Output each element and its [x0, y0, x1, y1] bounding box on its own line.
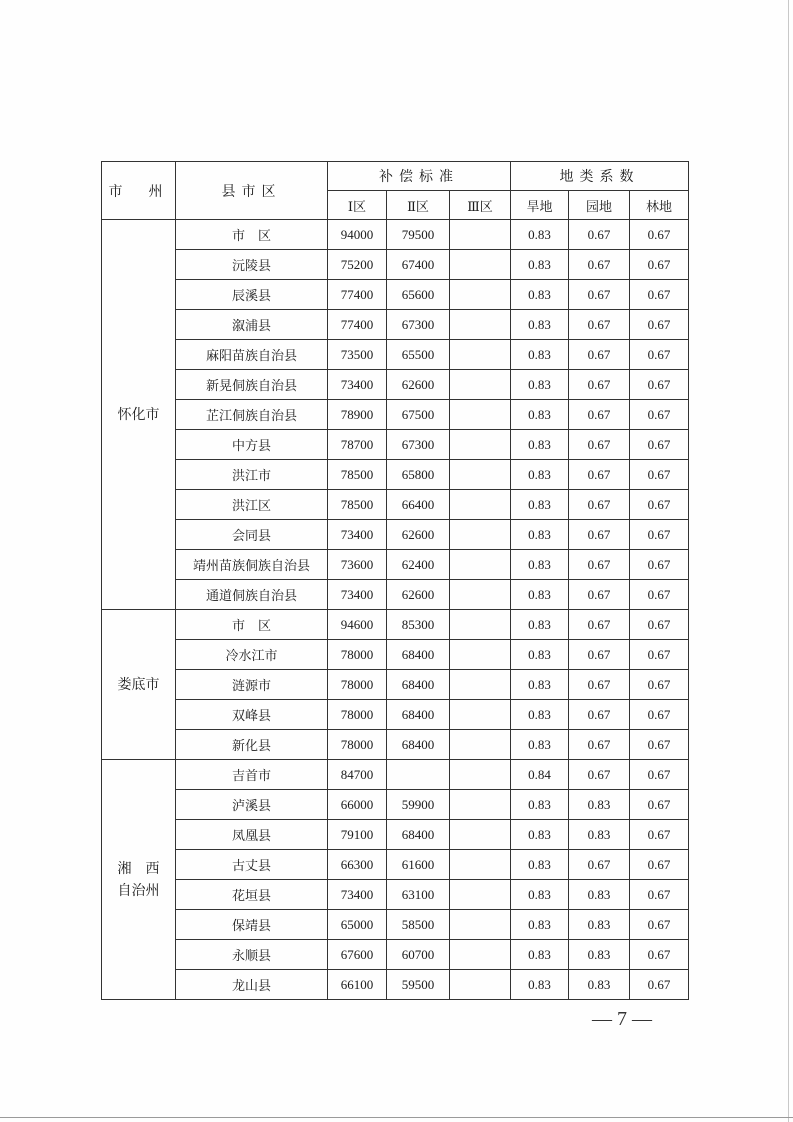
header-county: 县市区: [176, 162, 328, 220]
forest-coef-cell: 0.67: [630, 280, 689, 310]
zone-1-cell: 78500: [328, 460, 387, 490]
zone-3-cell: [450, 550, 511, 580]
page-number: — 7 —: [592, 1008, 652, 1030]
zone-1-cell: 78000: [328, 670, 387, 700]
county-cell: 会同县: [176, 520, 328, 550]
table-row: [102, 700, 689, 730]
garden-coef-cell: 0.67: [569, 490, 630, 520]
zone-1-cell: 73400: [328, 880, 387, 910]
dry-coef-cell: 0.83: [511, 310, 569, 340]
forest-coef-cell: 0.67: [630, 460, 689, 490]
county-cell: 中方县: [176, 430, 328, 460]
zone-2-cell: 59900: [387, 790, 450, 820]
garden-coef-cell: 0.83: [569, 820, 630, 850]
dry-coef-cell: 0.83: [511, 670, 569, 700]
table-row: [102, 310, 689, 340]
zone-1-cell: 84700: [328, 760, 387, 790]
dry-coef-cell: 0.83: [511, 940, 569, 970]
garden-coef-cell: 0.67: [569, 640, 630, 670]
garden-coef-cell: 0.67: [569, 310, 630, 340]
zone-3-cell: [450, 490, 511, 520]
garden-coef-cell: 0.83: [569, 790, 630, 820]
county-cell: 靖州苗族侗族自治县: [176, 550, 328, 580]
county-cell: 花垣县: [176, 880, 328, 910]
page-edge-right: [788, 0, 789, 1122]
dry-coef-cell: 0.83: [511, 250, 569, 280]
forest-coef-cell: 0.67: [630, 850, 689, 880]
table-row: [102, 370, 689, 400]
zone-3-cell: [450, 820, 511, 850]
county-cell: 市 区: [176, 610, 328, 640]
zone-2-cell: 61600: [387, 850, 450, 880]
forest-coef-cell: 0.67: [630, 310, 689, 340]
zone-3-cell: [450, 850, 511, 880]
dry-coef-cell: 0.83: [511, 490, 569, 520]
table-row: [102, 880, 689, 910]
zone-2-cell: 79500: [387, 220, 450, 250]
city-cell: 娄底市: [102, 610, 176, 760]
header-garden-land: 园地: [569, 191, 630, 220]
zone-3-cell: [450, 400, 511, 430]
zone-1-cell: 94000: [328, 220, 387, 250]
county-cell: 新晃侗族自治县: [176, 370, 328, 400]
garden-coef-cell: 0.67: [569, 580, 630, 610]
zone-1-cell: 66000: [328, 790, 387, 820]
garden-coef-cell: 0.83: [569, 940, 630, 970]
dry-coef-cell: 0.83: [511, 340, 569, 370]
zone-2-cell: 68400: [387, 670, 450, 700]
dry-coef-cell: 0.83: [511, 700, 569, 730]
dry-coef-cell: 0.83: [511, 430, 569, 460]
dry-coef-cell: 0.83: [511, 460, 569, 490]
zone-1-cell: 73400: [328, 580, 387, 610]
garden-coef-cell: 0.67: [569, 280, 630, 310]
forest-coef-cell: 0.67: [630, 730, 689, 760]
zone-3-cell: [450, 760, 511, 790]
garden-coef-cell: 0.67: [569, 550, 630, 580]
forest-coef-cell: 0.67: [630, 940, 689, 970]
forest-coef-cell: 0.67: [630, 790, 689, 820]
table-row: [102, 670, 689, 700]
table-row: [102, 490, 689, 520]
forest-coef-cell: 0.67: [630, 910, 689, 940]
dry-coef-cell: 0.83: [511, 910, 569, 940]
county-cell: 古丈县: [176, 850, 328, 880]
county-cell: 保靖县: [176, 910, 328, 940]
dry-coef-cell: 0.83: [511, 550, 569, 580]
table-row: [102, 730, 689, 760]
county-cell: 洪江市: [176, 460, 328, 490]
forest-coef-cell: 0.67: [630, 820, 689, 850]
forest-coef-cell: 0.67: [630, 370, 689, 400]
county-cell: 通道侗族自治县: [176, 580, 328, 610]
dry-coef-cell: 0.83: [511, 880, 569, 910]
garden-coef-cell: 0.67: [569, 430, 630, 460]
zone-2-cell: 67500: [387, 400, 450, 430]
zone-2-cell: 62600: [387, 580, 450, 610]
county-cell: 凤凰县: [176, 820, 328, 850]
zone-2-cell: 65500: [387, 340, 450, 370]
dry-coef-cell: 0.83: [511, 400, 569, 430]
table-row: [102, 940, 689, 970]
zone-1-cell: 66300: [328, 850, 387, 880]
header-city: 市 州: [102, 162, 176, 220]
forest-coef-cell: 0.67: [630, 400, 689, 430]
dry-coef-cell: 0.83: [511, 730, 569, 760]
forest-coef-cell: 0.67: [630, 610, 689, 640]
forest-coef-cell: 0.67: [630, 880, 689, 910]
zone-2-cell: 68400: [387, 820, 450, 850]
zone-3-cell: [450, 790, 511, 820]
table-row: [102, 430, 689, 460]
zone-1-cell: 78000: [328, 730, 387, 760]
zone-3-cell: [450, 640, 511, 670]
zone-1-cell: 66100: [328, 970, 387, 1000]
zone-3-cell: [450, 670, 511, 700]
county-cell: 麻阳苗族自治县: [176, 340, 328, 370]
dry-coef-cell: 0.83: [511, 580, 569, 610]
zone-3-cell: [450, 910, 511, 940]
zone-1-cell: 78500: [328, 490, 387, 520]
zone-1-cell: 78000: [328, 640, 387, 670]
dry-coef-cell: 0.83: [511, 220, 569, 250]
garden-coef-cell: 0.83: [569, 910, 630, 940]
county-cell: 洪江区: [176, 490, 328, 520]
header-row-1: [102, 162, 689, 191]
forest-coef-cell: 0.67: [630, 520, 689, 550]
garden-coef-cell: 0.67: [569, 730, 630, 760]
forest-coef-cell: 0.67: [630, 580, 689, 610]
forest-coef-cell: 0.67: [630, 760, 689, 790]
garden-coef-cell: 0.67: [569, 340, 630, 370]
garden-coef-cell: 0.67: [569, 520, 630, 550]
zone-3-cell: [450, 370, 511, 400]
zone-1-cell: 67600: [328, 940, 387, 970]
zone-2-cell: 62600: [387, 520, 450, 550]
zone-1-cell: 73400: [328, 370, 387, 400]
table-row: [102, 910, 689, 940]
zone-1-cell: 78700: [328, 430, 387, 460]
zone-2-cell: 67300: [387, 430, 450, 460]
zone-2-cell: [387, 760, 450, 790]
table-row: [102, 580, 689, 610]
header-forest-land: 林地: [630, 191, 689, 220]
forest-coef-cell: 0.67: [630, 640, 689, 670]
dry-coef-cell: 0.83: [511, 370, 569, 400]
county-cell: 涟源市: [176, 670, 328, 700]
city-cell: 湘 西 自治州: [102, 760, 176, 1000]
zone-3-cell: [450, 880, 511, 910]
garden-coef-cell: 0.67: [569, 670, 630, 700]
dry-coef-cell: 0.84: [511, 760, 569, 790]
zone-1-cell: 78900: [328, 400, 387, 430]
zone-1-cell: 78000: [328, 700, 387, 730]
county-cell: 市 区: [176, 220, 328, 250]
table-row: [102, 400, 689, 430]
table-row: [102, 220, 689, 250]
table-row: [102, 640, 689, 670]
header-zone-2: Ⅱ区: [387, 191, 450, 220]
dry-coef-cell: 0.83: [511, 970, 569, 1000]
county-cell: 冷水江市: [176, 640, 328, 670]
garden-coef-cell: 0.67: [569, 760, 630, 790]
table-row: [102, 610, 689, 640]
header-zone-1: Ⅰ区: [328, 191, 387, 220]
dry-coef-cell: 0.83: [511, 280, 569, 310]
dry-coef-cell: 0.83: [511, 790, 569, 820]
garden-coef-cell: 0.83: [569, 970, 630, 1000]
zone-1-cell: 65000: [328, 910, 387, 940]
table-row: [102, 460, 689, 490]
table-row: [102, 340, 689, 370]
zone-1-cell: 77400: [328, 310, 387, 340]
zone-3-cell: [450, 610, 511, 640]
table-row: [102, 970, 689, 1000]
forest-coef-cell: 0.67: [630, 220, 689, 250]
county-cell: 泸溪县: [176, 790, 328, 820]
zone-3-cell: [450, 700, 511, 730]
county-cell: 溆浦县: [176, 310, 328, 340]
zone-2-cell: 62400: [387, 550, 450, 580]
county-cell: 龙山县: [176, 970, 328, 1000]
zone-3-cell: [450, 340, 511, 370]
zone-2-cell: 60700: [387, 940, 450, 970]
dry-coef-cell: 0.83: [511, 850, 569, 880]
garden-coef-cell: 0.67: [569, 370, 630, 400]
zone-3-cell: [450, 730, 511, 760]
forest-coef-cell: 0.67: [630, 550, 689, 580]
zone-2-cell: 85300: [387, 610, 450, 640]
zone-3-cell: [450, 430, 511, 460]
zone-2-cell: 68400: [387, 700, 450, 730]
zone-1-cell: 79100: [328, 820, 387, 850]
zone-3-cell: [450, 520, 511, 550]
zone-1-cell: 75200: [328, 250, 387, 280]
county-cell: 芷江侗族自治县: [176, 400, 328, 430]
zone-2-cell: 59500: [387, 970, 450, 1000]
zone-1-cell: 77400: [328, 280, 387, 310]
zone-3-cell: [450, 940, 511, 970]
zone-3-cell: [450, 280, 511, 310]
forest-coef-cell: 0.67: [630, 430, 689, 460]
dry-coef-cell: 0.83: [511, 610, 569, 640]
header-compensation-standard: 补偿标准: [328, 162, 511, 191]
garden-coef-cell: 0.67: [569, 460, 630, 490]
county-cell: 吉首市: [176, 760, 328, 790]
zone-2-cell: 67300: [387, 310, 450, 340]
zone-1-cell: 73500: [328, 340, 387, 370]
table-row: [102, 760, 689, 790]
forest-coef-cell: 0.67: [630, 700, 689, 730]
zone-2-cell: 63100: [387, 880, 450, 910]
forest-coef-cell: 0.67: [630, 490, 689, 520]
city-cell: 怀化市: [102, 220, 176, 610]
garden-coef-cell: 0.67: [569, 250, 630, 280]
zone-2-cell: 58500: [387, 910, 450, 940]
page-edge-bottom: [0, 1117, 793, 1118]
garden-coef-cell: 0.67: [569, 700, 630, 730]
table-row: [102, 550, 689, 580]
zone-2-cell: 62600: [387, 370, 450, 400]
forest-coef-cell: 0.67: [630, 340, 689, 370]
dry-coef-cell: 0.83: [511, 520, 569, 550]
forest-coef-cell: 0.67: [630, 250, 689, 280]
zone-3-cell: [450, 310, 511, 340]
dry-coef-cell: 0.83: [511, 640, 569, 670]
table-row: [102, 790, 689, 820]
zone-2-cell: 67400: [387, 250, 450, 280]
zone-1-cell: 94600: [328, 610, 387, 640]
garden-coef-cell: 0.67: [569, 610, 630, 640]
zone-1-cell: 73600: [328, 550, 387, 580]
garden-coef-cell: 0.83: [569, 880, 630, 910]
zone-1-cell: 73400: [328, 520, 387, 550]
county-cell: 永顺县: [176, 940, 328, 970]
zone-2-cell: 68400: [387, 640, 450, 670]
zone-2-cell: 65800: [387, 460, 450, 490]
zone-2-cell: 65600: [387, 280, 450, 310]
zone-3-cell: [450, 220, 511, 250]
county-cell: 新化县: [176, 730, 328, 760]
header-dry-land: 旱地: [511, 191, 569, 220]
table-row: [102, 250, 689, 280]
table-row: [102, 820, 689, 850]
table-row: [102, 520, 689, 550]
garden-coef-cell: 0.67: [569, 220, 630, 250]
zone-3-cell: [450, 460, 511, 490]
table-body: [102, 220, 689, 1000]
compensation-table: [101, 161, 689, 1000]
garden-coef-cell: 0.67: [569, 400, 630, 430]
table-row: [102, 850, 689, 880]
zone-3-cell: [450, 250, 511, 280]
forest-coef-cell: 0.67: [630, 670, 689, 700]
header-land-coefficient: 地类系数: [511, 162, 689, 191]
table-row: [102, 280, 689, 310]
dry-coef-cell: 0.83: [511, 820, 569, 850]
county-cell: 辰溪县: [176, 280, 328, 310]
county-cell: 沅陵县: [176, 250, 328, 280]
zone-2-cell: 68400: [387, 730, 450, 760]
zone-3-cell: [450, 580, 511, 610]
forest-coef-cell: 0.67: [630, 970, 689, 1000]
garden-coef-cell: 0.67: [569, 850, 630, 880]
zone-3-cell: [450, 970, 511, 1000]
header-zone-3: Ⅲ区: [450, 191, 511, 220]
zone-2-cell: 66400: [387, 490, 450, 520]
county-cell: 双峰县: [176, 700, 328, 730]
